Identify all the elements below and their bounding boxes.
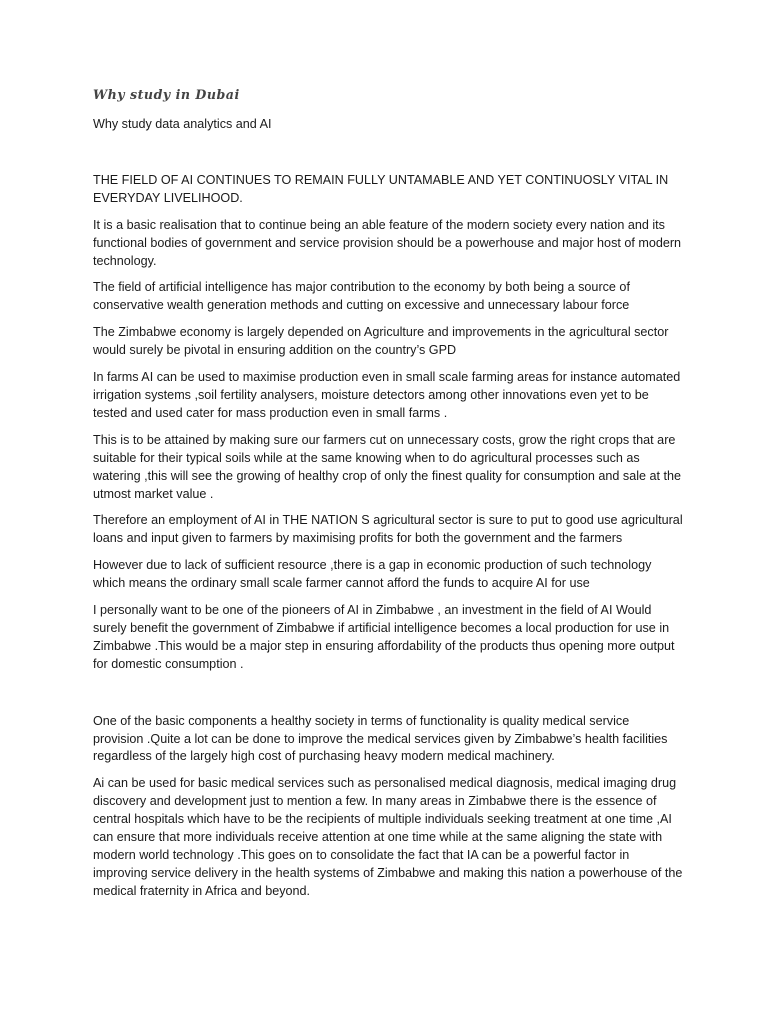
paragraph-6: This is to be attained by making sure our farmers cut on unnecessary costs, grow the right crops that are suitable for their typical soils while at the same knowing when to do agricultural processes such as watering ,this will see the growing of healthy crop of only the finest quality for consumption and sale at the utmost market value . bbox=[93, 432, 682, 501]
document-subtitle: Why study data analytics and AI bbox=[93, 117, 272, 131]
paragraph-10: One of the basic components a healthy society in terms of functionality is quality medical service provision .Quite a lot can be done to improve the medical services given by Zimbabwe’s health facilities regardless of the largely high cost of purchasing heavy modern medical machinery. bbox=[93, 713, 668, 764]
paragraph-7: Therefore an employment of AI in THE NATION S agricultural sector is sure to put to good use agricultural loans and input given to farmers by maximising profits for both the government and the farmers bbox=[93, 513, 683, 546]
paragraph-9: I personally want to be one of the pioneers of AI in Zimbabwe , an investment in the field of AI Would surely benefit the government of Zimbabwe if artificial intelligence becomes a local production for use in Zimbabwe .This would be a major step in ensuring affordability of the products thus opening more output for domestic consumption . bbox=[93, 603, 675, 671]
document-title: Why study in Dubai bbox=[93, 87, 240, 102]
paragraph-3: The field of artificial intelligence has major contribution to the economy by both being a source of conservative wealth generation methods and cutting on excessive and unnecessary labour force bbox=[93, 280, 630, 313]
paragraph-11: Ai can be used for basic medical services such as personalised medical diagnosis, medical imaging drug discovery and development just to mention a few. In many areas in Zimbabwe there is the essence of central hospitals which have to be the recipients of multiple individuals seeking treatment at one time ,AI can ensure that more individuals receive attention at one time while at the same aligning the state with modern world technology .This goes on to consolidate the fact that IA can be a powerful factor in improving service delivery in the health systems of Zimbabwe and making this nation a powerhouse of the medical fraternity in Africa and beyond. bbox=[93, 776, 683, 898]
document-body bbox=[93, 86, 683, 910]
paragraph-2: It is a basic realisation that to continue being an able feature of the modern society every nation and its functional bodies of government and service provision should be a powerhouse and major host of modern technology. bbox=[93, 217, 682, 268]
paragraph-1: THE FIELD OF AI CONTINUES TO REMAIN FULLY UNTAMABLE AND YET CONTINUOSLY VITAL IN EVERYDAY LIVELIHOOD. bbox=[93, 172, 669, 205]
paragraph-5: In farms AI can be used to maximise production even in small scale farming areas for instance automated irrigation systems ,soil fertility analysers, moisture detectors among other innovations even yet to be tested and used cater for mass production even in small farms . bbox=[93, 370, 681, 420]
paragraph-8: However due to lack of sufficient resource ,there is a gap in economic production of such technology which means the ordinary small scale farmer cannot afford the funds to acquire AI for use bbox=[93, 558, 652, 591]
paragraph-4: The Zimbabwe economy is largely depended on Agriculture and improvements in the agricultural sector would surely be pivotal in ensuring addition on the country’s GPD bbox=[93, 325, 669, 358]
